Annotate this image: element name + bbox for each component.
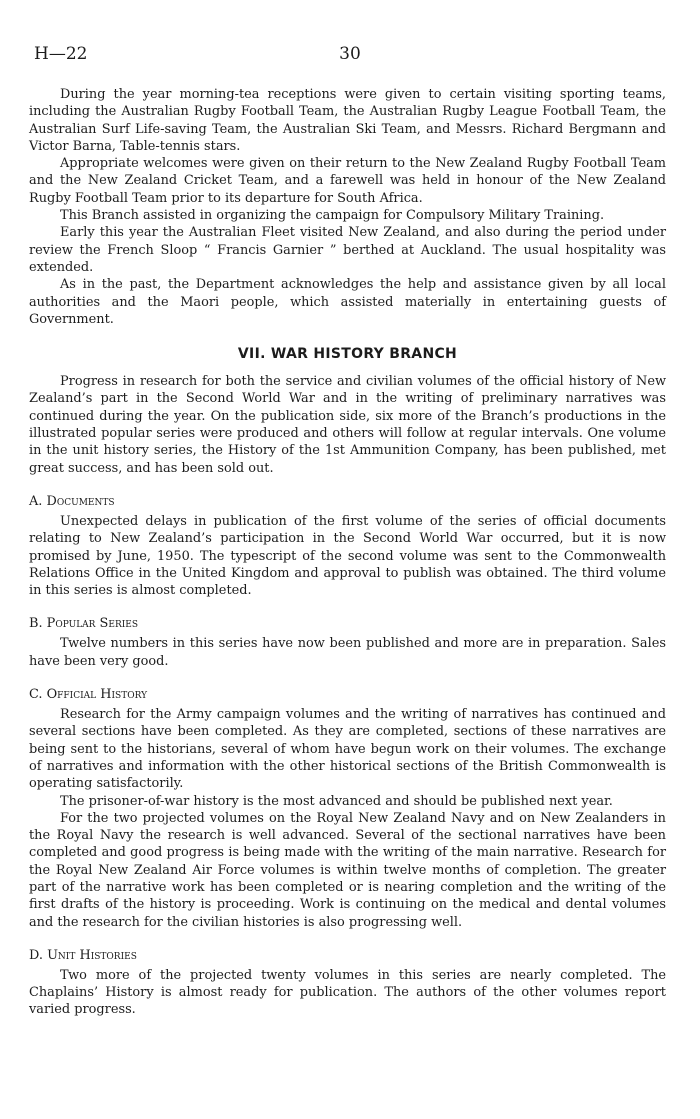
subsection-heading: D. Unit Histories — [29, 947, 137, 963]
page-body — [29, 86, 666, 1019]
subsection-heading: B. Popular Series — [29, 616, 139, 632]
paragraph: For the two projected volumes on the Royal New Zealand Navy and on New Zealanders in the Royal Navy the research is well advanced. Several of the sectional narratives have been completed and good progress is being made with the writing of the main narrative. Research for the Royal New Zealand Air Force volumes is within twelve months of completion. The greater part of the narrative work has been completed or is nearing completion and the writing of the first drafts of the history is proceeding. Work is continuing on the medical and dental volumes and the research for the civilian histories is also progressing well. — [29, 810, 666, 930]
paragraph: As in the past, the Department acknowledges the help and assistance given by all local authorities and the Maori people, which assisted materially in entertaining guests of Government. — [29, 277, 666, 327]
paragraph: Appropriate welcomes were given on their return to the New Zealand Rugby Football Team and the New Zealand Cricket Team, and a farewell was held in honour of the New Zealand Rugby Football Team prior to its departure for South Africa. — [29, 156, 666, 206]
page-number: 30 — [339, 44, 361, 64]
subsection-heading: A. Documents — [29, 493, 115, 509]
paragraph: Two more of the projected twenty volumes in this series are nearly completed. The Chaplains’ History is almost ready for publication. The authors of the other volumes report varied progress. — [29, 967, 666, 1018]
paragraph: Early this year the Australian Fleet visited New Zealand, and also during the period under review the French Sloop “ Francis Garnier ” berthed at Auckland. The usual hospitality was extended. — [29, 225, 666, 275]
document-reference: H—22 — [34, 44, 88, 64]
page-header — [34, 44, 666, 68]
paragraph: During the year morning-tea receptions were given to certain visiting sporting teams, including the Australian Rugby Football Team, the Australian Rugby League Football Team, the Australian Surf Life-saving Team, the Australian Ski Team, and Messrs. Richard Bergmann and Victor Barna, Table-tennis stars. — [29, 87, 666, 154]
paragraph: The prisoner-of-war history is the most advanced and should be published next year. — [60, 793, 613, 809]
paragraph: This Branch assisted in organizing the campaign for Compulsory Military Training. — [60, 208, 605, 224]
paragraph: Progress in research for both the service and civilian volumes of the official history of New Zealand’s part in the Second World War and in the writing of preliminary narratives was continued during the year. On the publication side, six more of the Branch’s productions in the illustrated popular series were produced and others will follow at regular intervals. One volume in the unit history series, the History of the 1st Ammunition Company, has been published, met great success, and has been sold out. — [29, 374, 666, 476]
subsection-heading: C. Official History — [29, 687, 148, 703]
paragraph: Twelve numbers in this series have now been published and more are in preparation. Sales have been very good. — [29, 636, 666, 669]
paragraph: Research for the Army campaign volumes and the writing of narratives has continued and several sections have been completed. As they are completed, sections of these narratives are being sent to the historians, several of whom have begun work on their volumes. The exchange of narratives and information with the other historical sections of the British Commonwealth is operating satisfactorily. — [29, 707, 666, 792]
section-heading: VII. WAR HISTORY BRANCH — [237, 346, 458, 363]
paragraph: Unexpected delays in publication of the first volume of the series of official documents relating to New Zealand’s participation in the Second World War occurred, but it is now promised by June, 1950. The typescript of the second volume was sent to the Commonwealth Relations Office in the United Kingdom and approval to publish was obtained. The third volume in this series is almost completed. — [29, 513, 666, 599]
